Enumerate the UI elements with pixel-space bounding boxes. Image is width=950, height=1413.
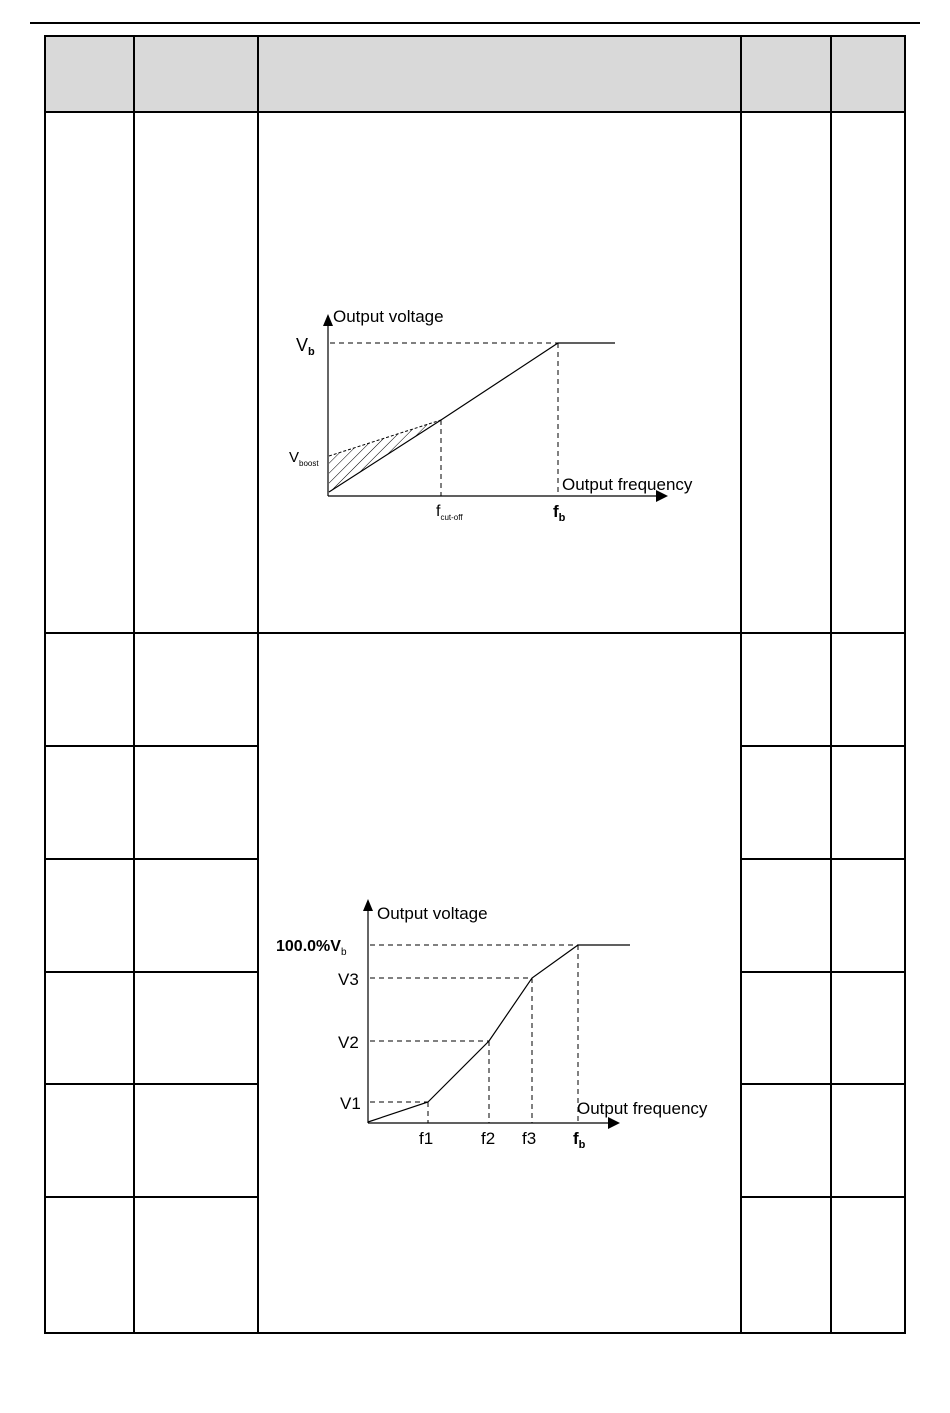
v3-label: V3 xyxy=(338,970,359,989)
vb-label: $V_b$ xyxy=(296,335,315,358)
vboost-label: $V_{boost}$ xyxy=(289,449,319,468)
y-axis-label: Output voltage xyxy=(377,904,488,923)
vf-curve xyxy=(368,945,630,1122)
y-axis-arrow-icon xyxy=(363,899,373,911)
fcutoff-label: $f_{cut-off}$ xyxy=(436,503,463,522)
v100-label: $100.0\%V_b$ xyxy=(276,938,347,958)
v1-label: V1 xyxy=(340,1094,361,1113)
f3-label: f3 xyxy=(522,1129,537,1148)
fb-label: $f_b$ xyxy=(553,502,566,524)
y-axis-label: Output voltage xyxy=(333,307,444,326)
v2-label: V2 xyxy=(338,1033,359,1052)
x-axis-arrow-icon xyxy=(608,1117,620,1129)
f1-label: f1 xyxy=(419,1129,434,1148)
x-axis-label: Output frequency xyxy=(562,475,693,494)
fb-label: $f_b$ xyxy=(573,1129,586,1151)
x-axis-label: Output frequency xyxy=(577,1099,708,1118)
f2-label: f2 xyxy=(481,1129,496,1148)
